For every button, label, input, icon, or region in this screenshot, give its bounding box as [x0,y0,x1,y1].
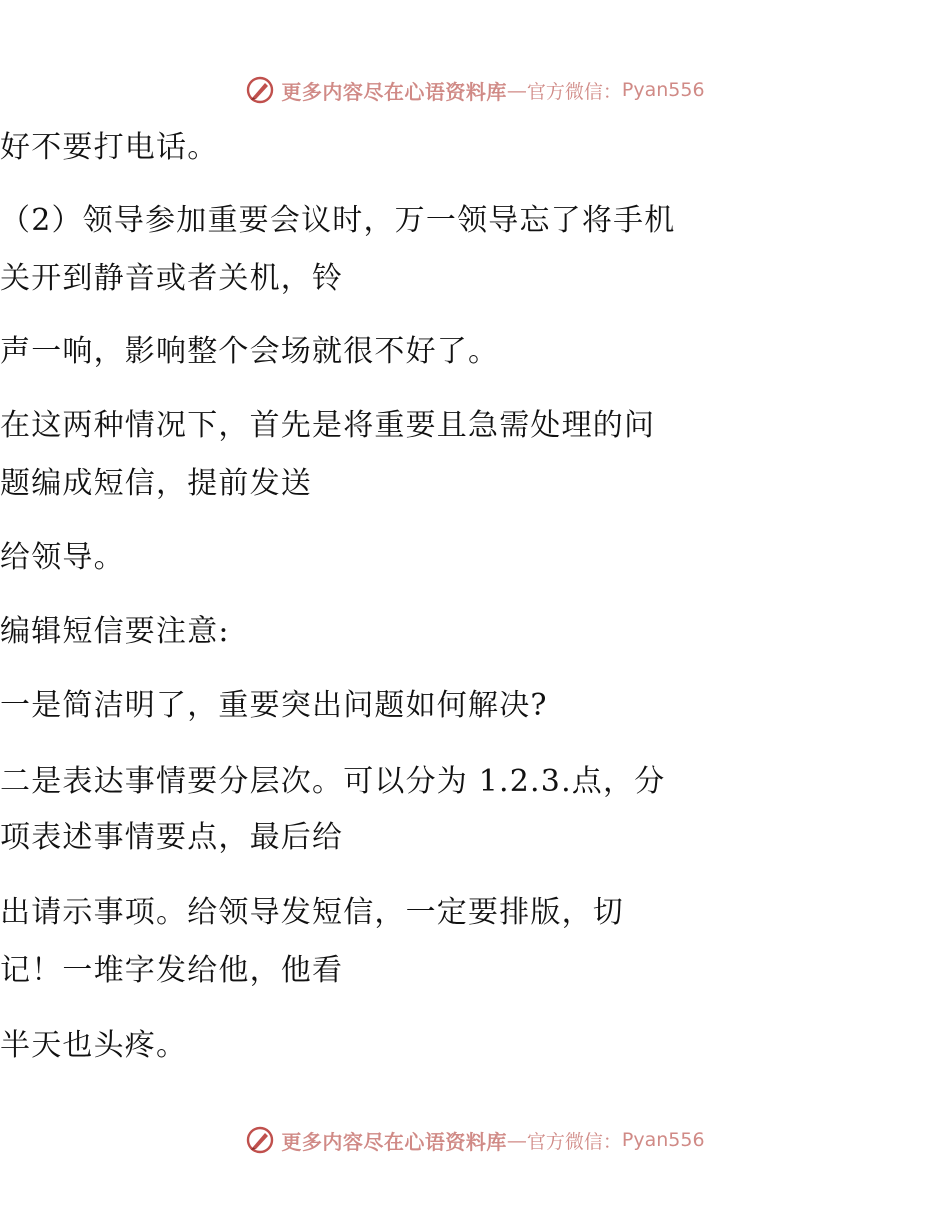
body-line: 题编成短信，提前发送 [0,466,312,501]
watermark-dash: — [506,78,527,102]
watermark-wechat-label: 官方微信： [526,80,622,103]
body-line: 关开到静音或者关机，铃 [0,261,344,296]
body-line: 声一响，影响整个会场就很不好了。 [0,334,500,369]
body-line: （2）领导参加重要会议时，万一领导忘了将手机 [0,203,676,238]
body-line: 编辑短信要注意: [0,614,230,649]
body-line: 给领导。 [0,540,125,575]
body-line: 好不要打电话。 [0,130,219,165]
watermark-wechat-id: Pyan556 [621,79,705,101]
body-line: 出请示事项。给领导发短信，一定要排版，切 [0,895,624,930]
watermark-site-name: 更多内容尽在心语资料库 [281,1129,507,1154]
watermark-dash: — [506,1128,527,1152]
watermark-site-name: 更多内容尽在心语资料库 [281,79,507,104]
header-watermark [0,70,950,110]
body-line: 项表述事情要点，最后给 [0,820,344,855]
footer-watermark [0,1120,950,1160]
watermark-wechat-label: 官方微信： [526,1130,622,1153]
body-line: 二是表达事情要分层次。可以分为 1.2.3.点，分 [0,764,666,799]
watermark-wechat-id: Pyan556 [621,1129,705,1151]
pen-logo-icon [245,1125,275,1155]
body-line: 半天也头疼。 [0,1028,188,1063]
body-line: 在这两种情况下，首先是将重要且急需处理的问 [0,408,656,443]
body-line: 记！一堆字发给他，他看 [0,953,344,988]
body-line: 一是简洁明了，重要突出问题如何解决? [0,688,548,723]
pen-logo-icon [245,75,275,105]
